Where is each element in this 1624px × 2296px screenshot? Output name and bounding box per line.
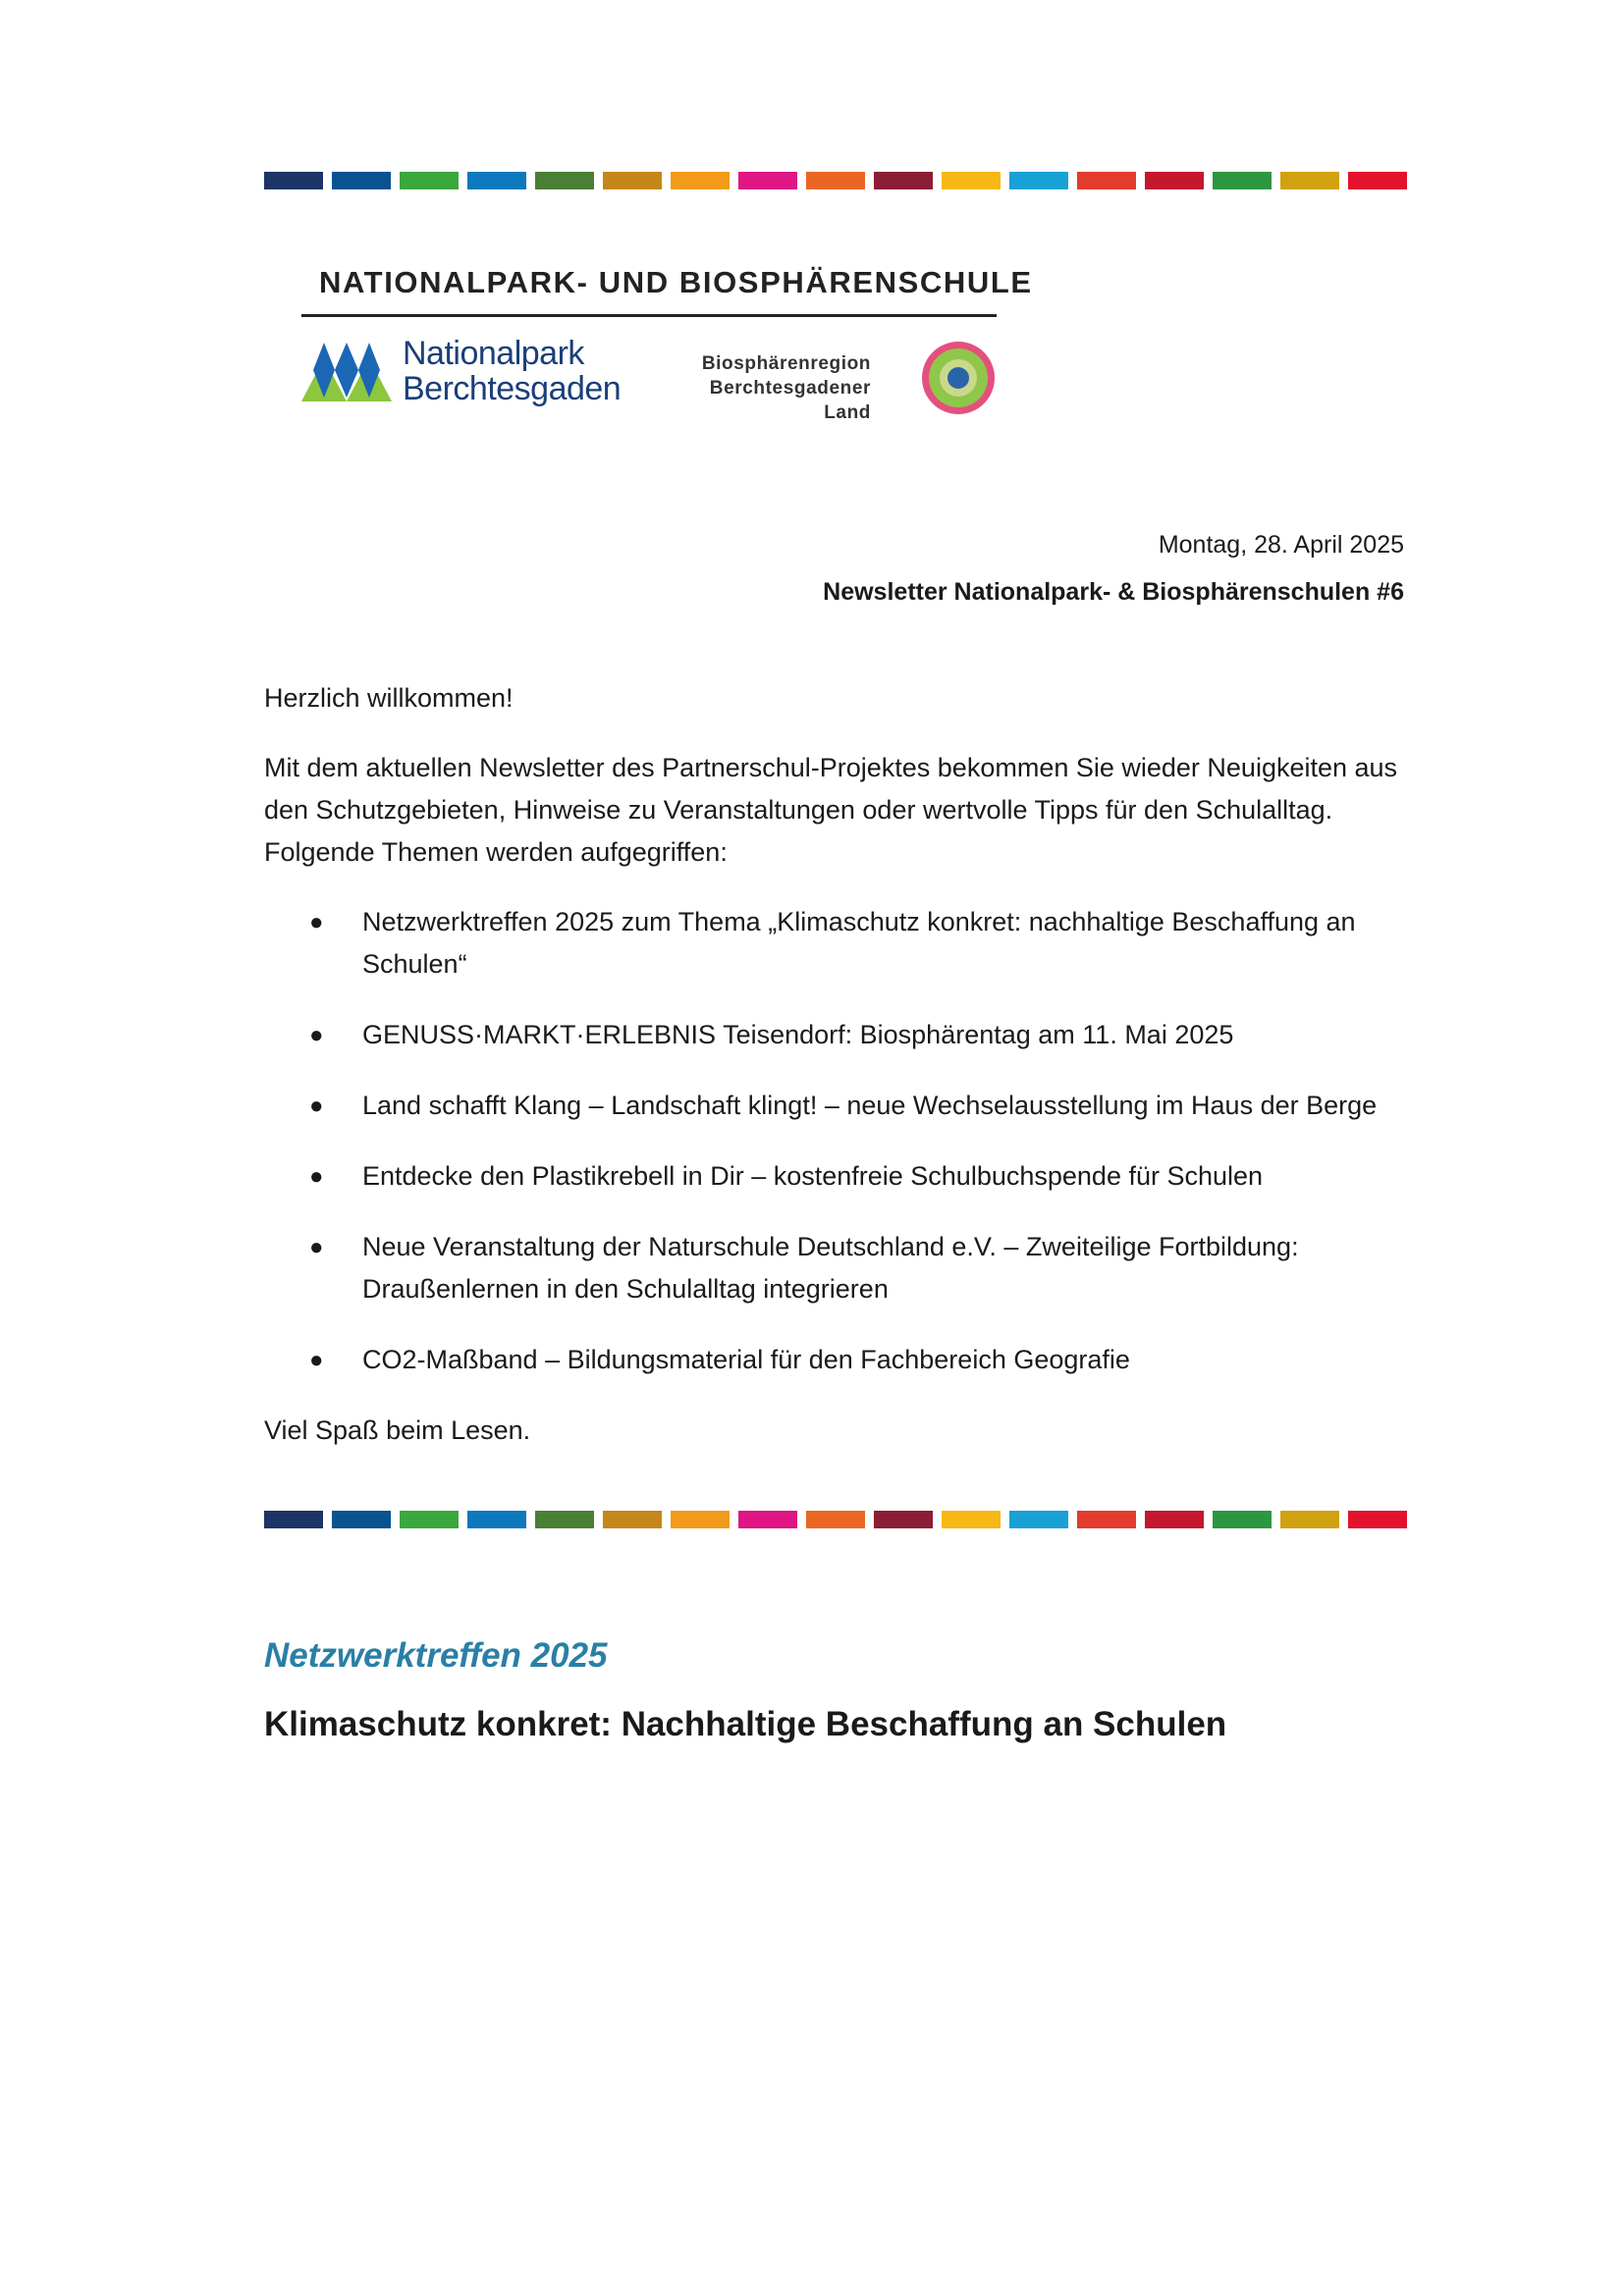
color-stripe-segment [874, 1511, 933, 1528]
biosphaerenregion-wordmark [667, 351, 871, 425]
color-stripe-segment [671, 172, 730, 189]
color-stripe-bottom [264, 1511, 1407, 1528]
bullet-icon: ● [309, 1163, 324, 1190]
biosphaere-circle-icon [920, 340, 997, 416]
color-stripe-segment [400, 172, 459, 189]
intro-paragraph: Mit dem aktuellen Newsletter des Partnerschul-Projektes bekommen Sie wieder Neuigkeiten aus den Schutzgebieten, Hinweise zu Veranstaltungen oder wertvolle Tipps für den Schulalltag. Folgende Themen werden aufgegriffen: [264, 753, 1398, 867]
newsletter-body [264, 677, 1408, 1452]
list-item [264, 901, 1408, 986]
topic-text: Netzwerktreffen 2025 zum Thema „Klimaschutz konkret: nachhaltige Beschaffung an Schulen“ [362, 907, 1356, 979]
list-item [264, 1155, 1408, 1198]
list-item [264, 1226, 1408, 1310]
bullet-icon: ● [309, 909, 324, 935]
logo-header [301, 265, 1033, 423]
color-stripe-segment [1009, 172, 1068, 189]
color-stripe-segment [1145, 1511, 1204, 1528]
color-stripe-segment [1348, 1511, 1407, 1528]
color-stripe-segment [942, 172, 1001, 189]
color-stripe-segment [738, 1511, 797, 1528]
color-stripe-segment [1280, 1511, 1339, 1528]
np-line-2: Berchtesgaden [403, 370, 622, 407]
list-item [264, 1014, 1408, 1056]
color-stripe-segment [1213, 1511, 1272, 1528]
bullet-icon: ● [309, 1234, 324, 1260]
color-stripe-segment [874, 172, 933, 189]
color-stripe-segment [264, 172, 323, 189]
color-stripe-segment [264, 1511, 323, 1528]
color-stripe-segment [1009, 1511, 1068, 1528]
color-stripe-segment [1280, 172, 1339, 189]
topic-text: Land schafft Klang – Landschaft klingt! – neue Wechselausstellung im Haus der Berge [362, 1091, 1378, 1120]
closing-line: Viel Spaß beim Lesen. [264, 1415, 531, 1445]
color-stripe-segment [467, 172, 526, 189]
newsletter-title: Newsletter Nationalpark- & Biosphärenschulen #6 [823, 578, 1404, 606]
topic-text: GENUSS·MARKT·ERLEBNIS Teisendorf: Biosphärentag am 11. Mai 2025 [362, 1020, 1234, 1049]
topic-text: Entdecke den Plastikrebell in Dir – kostenfreie Schulbuchspende für Schulen [362, 1161, 1264, 1191]
color-stripe-segment [1213, 172, 1272, 189]
color-stripe-segment [806, 1511, 865, 1528]
br-line-2: Berchtesgadener Land [709, 378, 871, 423]
color-stripe-segment [535, 1511, 594, 1528]
nationalpark-wordmark [403, 336, 621, 406]
list-item [264, 1085, 1408, 1127]
greeting: Herzlich willkommen! [264, 683, 514, 713]
topic-text: CO2-Maßband – Bildungsmaterial für den Fachbereich Geografie [362, 1345, 1130, 1374]
color-stripe-top [264, 172, 1407, 189]
color-stripe-segment [671, 1511, 730, 1528]
list-item [264, 1339, 1408, 1381]
color-stripe-segment [942, 1511, 1001, 1528]
color-stripe-segment [1077, 1511, 1136, 1528]
color-stripe-segment [332, 1511, 391, 1528]
color-stripe-segment [603, 172, 662, 189]
topic-list [264, 901, 1408, 1381]
bullet-icon: ● [309, 1347, 324, 1373]
color-stripe-segment [603, 1511, 662, 1528]
bullet-icon: ● [309, 1022, 324, 1048]
school-title: NATIONALPARK- UND BIOSPHÄRENSCHULE [319, 265, 1033, 299]
color-stripe-segment [738, 172, 797, 189]
color-stripe-segment [806, 172, 865, 189]
logo-divider [301, 314, 997, 317]
section-title: Klimaschutz konkret: Nachhaltige Beschaffung an Schulen [264, 1705, 1227, 1743]
bullet-icon: ● [309, 1093, 324, 1119]
br-line-1: Biosphärenregion [701, 353, 871, 374]
color-stripe-segment [535, 172, 594, 189]
color-stripe-segment [1077, 172, 1136, 189]
np-line-1: Nationalpark [403, 335, 584, 372]
color-stripe-segment [400, 1511, 459, 1528]
color-stripe-segment [1348, 172, 1407, 189]
newsletter-date: Montag, 28. April 2025 [1158, 531, 1404, 559]
color-stripe-segment [467, 1511, 526, 1528]
topic-text: Neue Veranstaltung der Naturschule Deutschland e.V. – Zweiteilige Fortbildung: Draußenlernen in den Schulalltag integrieren [362, 1232, 1299, 1304]
section-kicker: Netzwerktreffen 2025 [264, 1636, 608, 1675]
nationalpark-mountains-icon [301, 341, 392, 401]
color-stripe-segment [332, 172, 391, 189]
color-stripe-segment [1145, 172, 1204, 189]
